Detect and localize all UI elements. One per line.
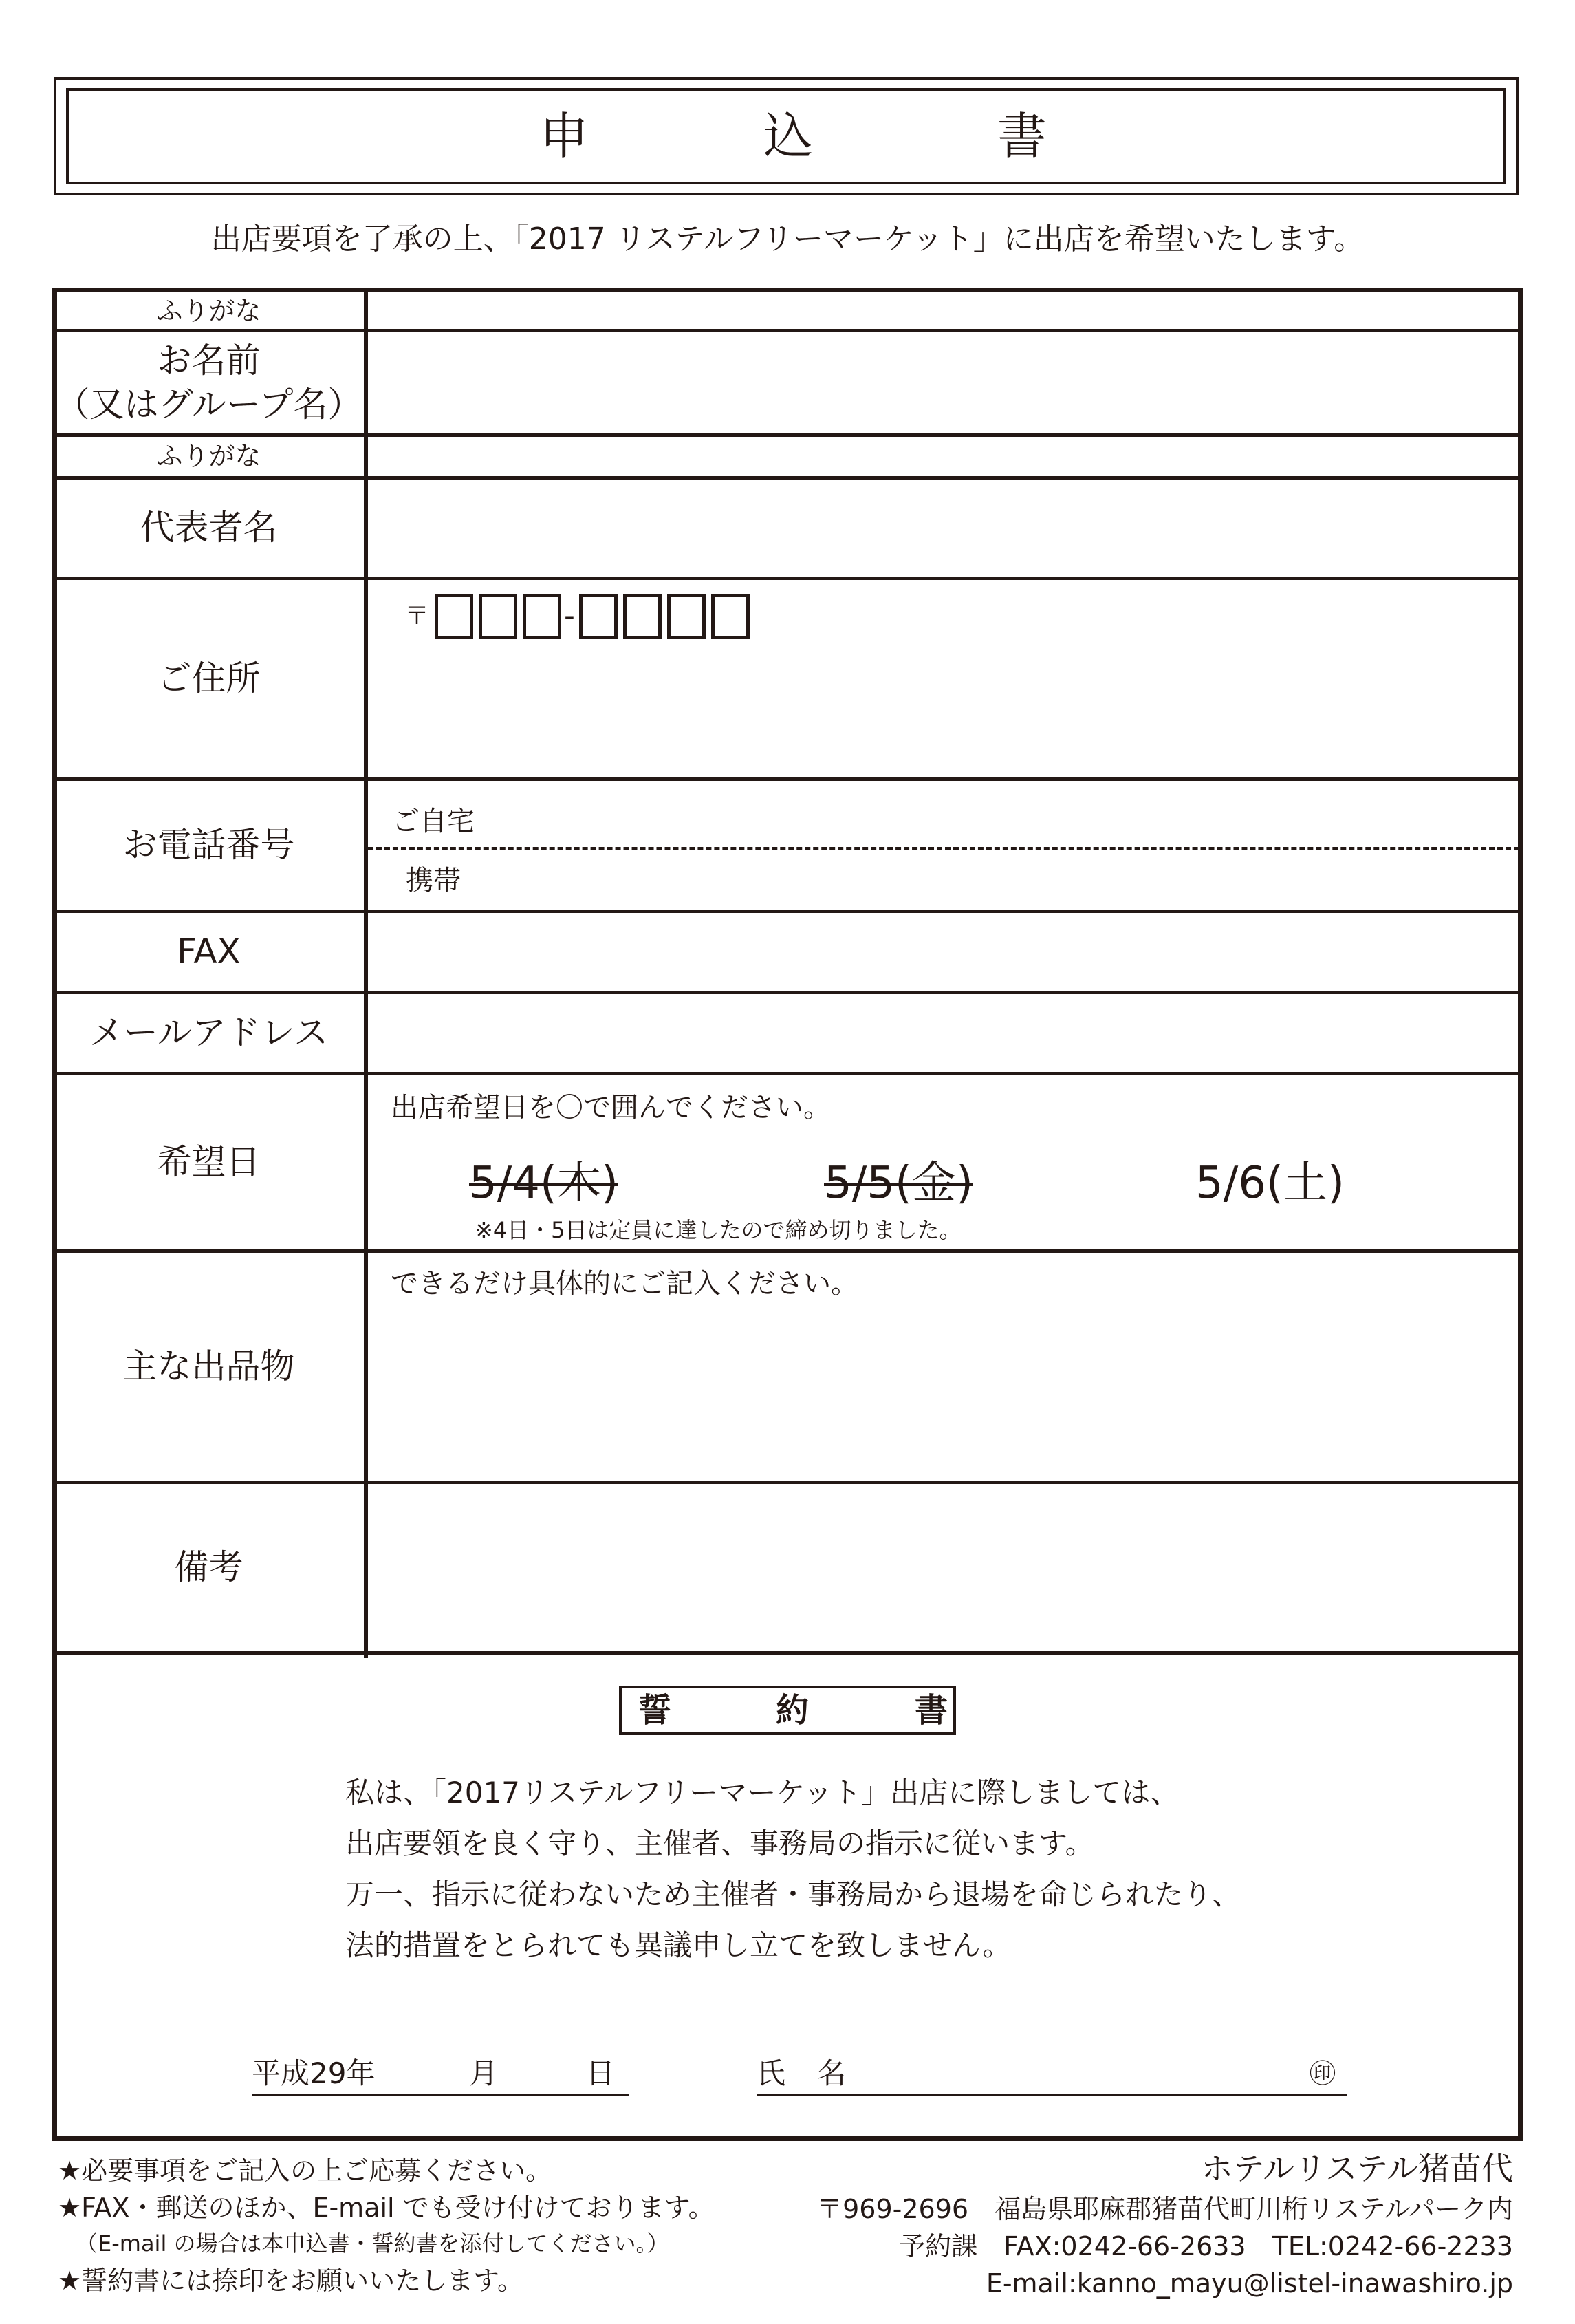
name-field[interactable]: [368, 332, 1519, 433]
sign-date-month: 月: [469, 2056, 499, 2090]
email-field[interactable]: [368, 996, 1519, 1072]
intro-text: 出店要項を了承の上、「2017 リステルフリーマーケット」に出店を希望いたします。: [210, 222, 1365, 257]
pledge-line-4: 法的措置をとられても異議申し立てを致しません。: [345, 1928, 1012, 1962]
furigana-name-field[interactable]: [368, 292, 1519, 329]
phone-mobile-field[interactable]: [481, 852, 1513, 907]
items-field[interactable]: [368, 1307, 1519, 1478]
hotel-name: ホテルリステル猪苗代: [1201, 2150, 1513, 2187]
phone-mobile-label: 携帯: [406, 865, 461, 896]
postal-digit-box[interactable]: [479, 594, 517, 639]
pledge-line-3: 万一、指示に従わないため主催者・事務局から退場を命じられたり、: [345, 1878, 1241, 1911]
page-title-char-2: 込: [763, 107, 814, 165]
phone-dashed-divider: [368, 847, 1519, 850]
postal-digit-box[interactable]: [523, 594, 561, 639]
row-divider: [52, 1651, 1523, 1655]
postal-digit-box[interactable]: [435, 594, 473, 639]
date-note: ※4日・5日は定員に達したので締め切りました。: [475, 1217, 962, 1243]
seal-mark: ㊞: [1310, 2058, 1336, 2089]
pledge-line-2: 出店要領を良く守り、主催者、事務局の指示に従います。: [345, 1827, 1094, 1860]
signer-name-field[interactable]: [860, 2047, 1300, 2093]
signer-name-underline: [757, 2094, 1347, 2096]
postal-digit-box[interactable]: [667, 594, 706, 639]
representative-label: 代表者名: [140, 508, 278, 548]
date-option-may6[interactable]: 5/6(土): [1195, 1158, 1345, 1209]
date-instruction: 出店希望日を〇で囲んでください。: [391, 1092, 831, 1123]
pledge-title-char-3: 書: [915, 1691, 948, 1730]
remarks-field[interactable]: [368, 1486, 1519, 1648]
fax-field[interactable]: [368, 915, 1519, 991]
postal-code-field[interactable]: [404, 590, 755, 643]
name-label-line1: お名前: [157, 341, 261, 380]
address-label: ご住所: [157, 658, 261, 698]
footer-note-2: ★FAX・郵送のほか、E-mail でも受け付けております。: [58, 2193, 715, 2223]
phone-home-label: ご自宅: [392, 806, 475, 837]
hotel-address: 〒969-2696 福島県耶麻郡猪苗代町川桁リステルパーク内: [816, 2194, 1513, 2224]
date-option-may5: 5/5(金): [824, 1158, 973, 1209]
fax-label: FAX: [177, 932, 241, 971]
signer-name-char-1: 氏: [757, 2056, 786, 2090]
furigana-representative-field[interactable]: [368, 436, 1519, 476]
sign-date-field[interactable]: [252, 2047, 629, 2093]
pledge-line-1: 私は、「2017リステルフリーマーケット」出店に際しましては、: [345, 1776, 1180, 1809]
sign-date-underline: [252, 2094, 629, 2096]
pledge-title-char-1: 誓: [638, 1691, 672, 1730]
hotel-email[interactable]: E-mail:kanno_mayu@listel-inawashiro.jp: [986, 2268, 1513, 2299]
remarks-label: 備考: [174, 1547, 243, 1587]
name-label: [52, 332, 365, 433]
postal-mark: 〒: [404, 602, 430, 630]
items-instruction: できるだけ具体的にご記入ください。: [391, 1268, 858, 1300]
page-title-char-3: 書: [997, 107, 1047, 165]
postal-digit-box[interactable]: [623, 594, 662, 639]
phone-home-field[interactable]: [481, 783, 1513, 843]
footer-note-3: （E-mail の場合は本申込書・誓約書を添付してください。）: [76, 2230, 669, 2257]
pledge-title-char-2: 約: [776, 1691, 810, 1730]
representative-field[interactable]: [368, 479, 1519, 577]
postal-separator: -: [564, 599, 575, 634]
sign-date-day: 日: [586, 2056, 616, 2090]
email-label: メールアドレス: [89, 1013, 329, 1053]
hotel-contact: 予約課 FAX:0242-66-2633 TEL:0242-66-2233: [899, 2231, 1513, 2261]
items-label: 主な出品物: [122, 1346, 295, 1386]
sign-date-era: 平成29年: [252, 2056, 376, 2090]
footer-note-1: ★必要事項をご記入の上ご応募ください。: [58, 2155, 552, 2186]
furigana-label-name: ふりがな: [156, 296, 261, 326]
signer-name-char-2: 名: [817, 2056, 847, 2090]
footer-note-4: ★誓約書には捺印をお願いいたします。: [58, 2266, 524, 2296]
postal-digit-box[interactable]: [579, 594, 618, 639]
page-title-char-1: 申: [539, 107, 589, 165]
date-label: 希望日: [157, 1142, 261, 1182]
date-option-may4: 5/4(木): [469, 1158, 618, 1209]
name-label-line2: （又はグループ名）: [55, 385, 362, 424]
postal-digit-box[interactable]: [711, 594, 750, 639]
address-field[interactable]: [368, 654, 1519, 775]
furigana-label-representative: ふりがな: [156, 441, 261, 471]
phone-label: お電話番号: [122, 825, 295, 865]
